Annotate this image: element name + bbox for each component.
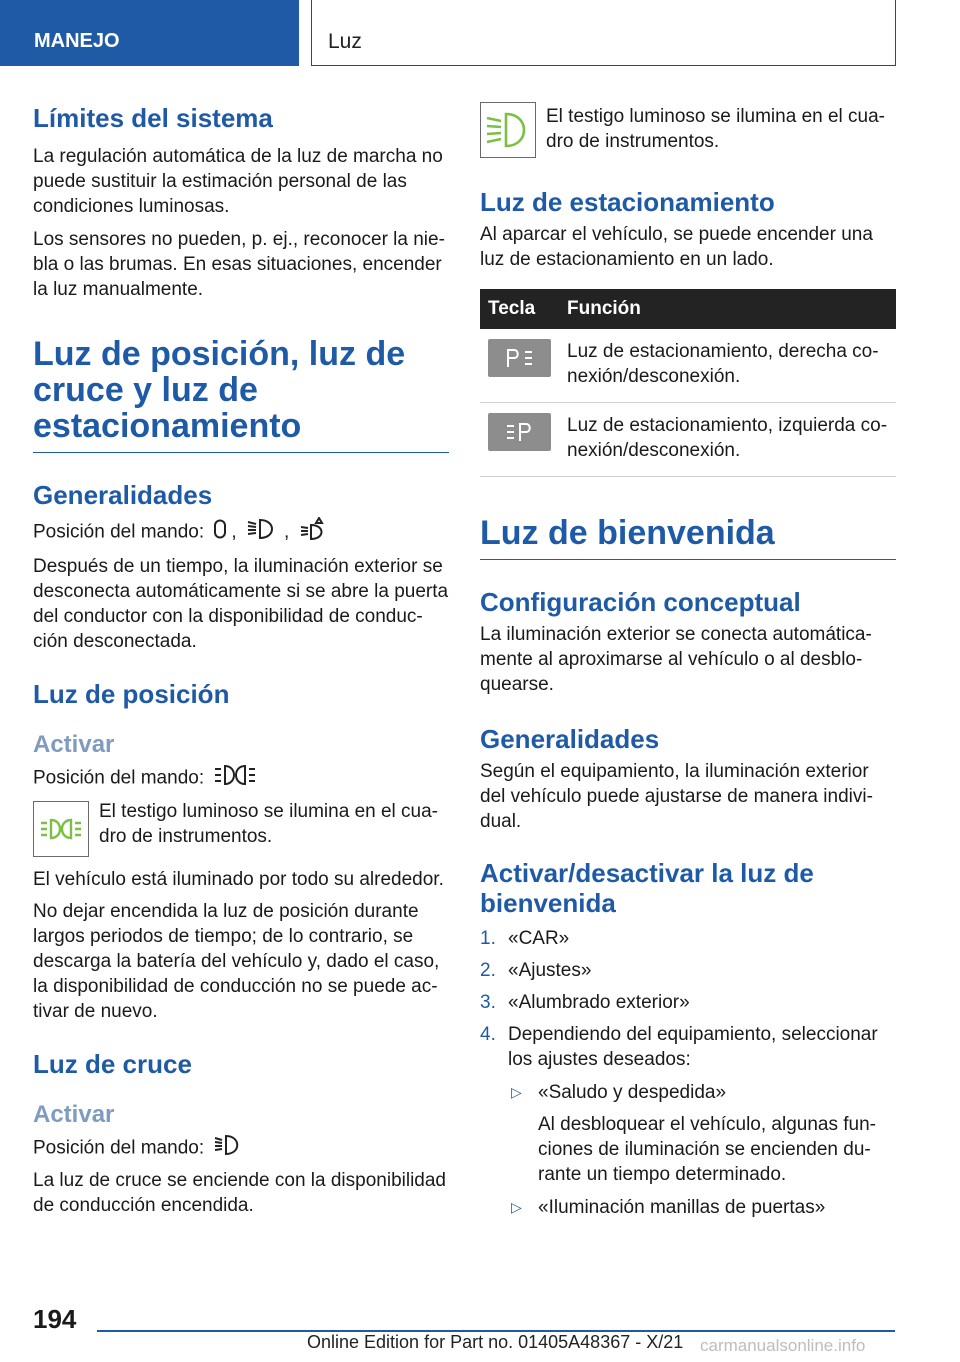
lowbeam-indicator-row: [480, 102, 896, 158]
parking-right-key-icon: [488, 339, 551, 377]
section-tab: MANEJO: [0, 0, 299, 66]
right-column: [480, 102, 896, 1220]
pos-switch-line: [33, 764, 449, 793]
list-item: 3. «Alumbrado exterior»: [480, 992, 690, 1013]
header-title-box: [311, 0, 896, 66]
concept-paragraph: La iluminación exterior se conecta automática‐mente al aproximarse al vehículo o al desblo‐quearse.: [480, 624, 872, 695]
pos-activar-heading: Activar: [33, 731, 115, 758]
parking-light-icon: [213, 764, 257, 793]
watermark: carmanualsonline.info: [700, 1336, 866, 1355]
table-header-funcion: Función: [559, 289, 896, 329]
main-heading: Luz de posición, luz de cruce y luz de estacionamiento: [33, 336, 449, 453]
general-label: Posición del mando:: [33, 521, 205, 543]
table-header-tecla: Tecla: [480, 289, 559, 329]
cruce-label: Posición del mando:: [33, 1137, 205, 1159]
cruce-switch-line: [33, 1134, 449, 1163]
pos-indicator-text: El testigo luminoso se ilumina en el cua‐dro de instrumentos.: [99, 801, 439, 847]
table-row: [480, 329, 896, 403]
estac-paragraph: Al aparcar el vehículo, se puede encender una luz de estacionamiento en un lado.: [480, 224, 873, 270]
switch-off-icon: [213, 519, 227, 546]
footer-edition: Online Edition for Part no. 01405A48367 - X/21: [307, 1332, 684, 1352]
left-column: [33, 102, 449, 1218]
general-heading: Generalidades: [33, 480, 213, 510]
lowbeam-indicator-text: El testigo luminoso se ilumina en el cua‐dro de instrumentos.: [546, 106, 886, 152]
gen-heading: Generalidades: [480, 724, 660, 754]
limits-heading: Límites del sistema: [33, 103, 273, 133]
bullet-triangle-icon: ▷: [511, 1084, 522, 1100]
auto-light-icon: [299, 517, 329, 548]
separator: ,: [231, 521, 237, 543]
parking-light-indicator-icon: [33, 801, 89, 857]
estac-heading: Luz de estacionamiento: [480, 187, 775, 217]
low-beam-icon: [213, 1134, 243, 1163]
table-cell-function: Luz de estacionamiento, derecha co‐nexión/desconexión.: [559, 329, 896, 403]
table-cell-function: Luz de estacionamiento, izquierda co‐nexión/desconexión.: [559, 403, 896, 477]
general-paragraph: Después de un tiempo, la iluminación exterior se desconecta automáticamente si se abre la puerta del conductor con la disponibilidad de conduc‐ción desconectada.: [33, 556, 449, 652]
pos-paragraph-2: No dejar encendida la luz de posición durante largos periodos de tiempo; de lo contrario, se descarga la batería del vehículo y, dado el caso, la disponibilidad de conducción no se puede ac‐tivar de nuevo.: [33, 901, 440, 1022]
list-item: 1. «CAR»: [480, 928, 570, 949]
pos-paragraph-1: El vehículo está iluminado por todo su alrededor.: [33, 869, 444, 890]
page-number: 194: [33, 1304, 77, 1334]
cruce-heading: Luz de cruce: [33, 1049, 192, 1079]
parking-left-key-icon: [488, 413, 551, 451]
low-beam-indicator-icon: [480, 102, 536, 158]
separator: ,: [283, 521, 290, 543]
auto-headlight-icon: [246, 518, 280, 547]
pos-heading: Luz de posición: [33, 679, 230, 709]
list-item: ▷ «Saludo y despedida» Al desbloquear el vehículo, algunas fun‐ciones de iluminación se encienden du‐rante un tiempo determinado.: [508, 1080, 896, 1187]
bienvenida-heading: Luz de bienvenida: [480, 515, 896, 560]
cruce-activar-heading: Activar: [33, 1101, 115, 1128]
page-header: [0, 0, 960, 66]
general-switch-line: [33, 517, 449, 548]
parking-light-table: [480, 289, 896, 477]
header-title: Luz: [328, 30, 362, 53]
bullet-triangle-icon: ▷: [511, 1199, 522, 1215]
steps-list: [480, 926, 896, 1072]
pos-indicator-row: [33, 801, 449, 857]
cruce-paragraph: La luz de cruce se enciende con la disponibilidad de conducción encendida.: [33, 1170, 446, 1216]
table-row: [480, 403, 896, 477]
list-item: ▷ «Iluminación manillas de puertas»: [508, 1195, 896, 1220]
concept-heading: Configuración conceptual: [480, 587, 801, 617]
gen-paragraph: Según el equipamiento, la iluminación exterior del vehículo puede ajustarse de manera indivi‐dual.: [480, 761, 873, 832]
list-item: 4. Dependiendo del equipamiento, seleccionar los ajustes deseados:: [480, 1024, 878, 1070]
limits-paragraph-1: La regulación automática de la luz de marcha no puede sustituir la estimación personal de las condiciones luminosas.: [33, 146, 443, 217]
limits-paragraph-2: Los sensores no pueden, p. ej., reconocer la nie‐bla o las brumas. En esas situaciones, encender la luz manualmente.: [33, 229, 445, 300]
list-item: 2. «Ajustes»: [480, 960, 592, 981]
pos-label: Posición del mando:: [33, 767, 205, 789]
act-heading: Activar/desactivar la luz de bienvenida: [480, 858, 814, 918]
sub-list: [508, 1080, 896, 1220]
